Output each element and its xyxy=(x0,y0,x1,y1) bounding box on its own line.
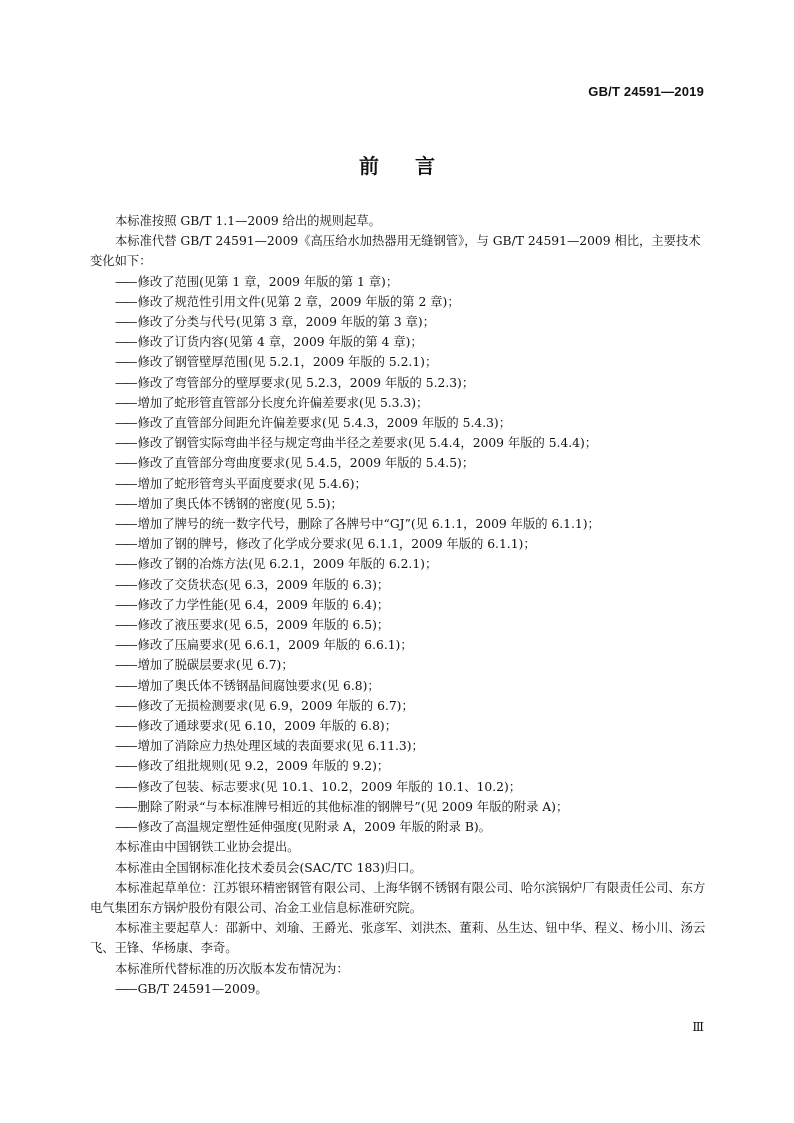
page-title: 前言 xyxy=(359,154,471,178)
change-item: —— 增加了消除应力热处理区域的表面要求(见 6.11.3)； xyxy=(90,736,706,756)
change-item: —— 增加了蛇形管直管部分长度允许偏差要求(见 5.3.3)； xyxy=(90,393,706,413)
change-item: —— 修改了分类与代号(见第 3 章，2009 年版的第 3 章)； xyxy=(90,312,706,332)
history-item: —— GB/T 24591—2009。 xyxy=(90,979,706,999)
change-item: —— 增加了牌号的统一数字代号，删除了各牌号中“GJ”(见 6.1.1，2009 年版的 6.1.1)； xyxy=(90,514,706,534)
standard-code: GB/T 24591—2019 xyxy=(588,84,704,99)
change-item: —— 修改了直管部分间距允许偏差要求(见 5.4.3，2009 年版的 5.4.3)； xyxy=(90,413,706,433)
outro-paragraph: 本标准由全国钢标准化技术委员会(SAC/TC 183)归口。 xyxy=(115,860,422,875)
drafting-units-paragraph: 本标准起草单位：江苏银环精密钢管有限公司、上海华钢不锈钢有限公司、哈尔滨锅炉厂有限责任公司、东方电气集团东方锅炉股份有限公司、冶金工业信息标准研究院。 xyxy=(90,880,706,915)
drafters-paragraph: 本标准主要起草人：邵新中、刘瑜、王爵光、张彦军、刘洪杰、董莉、丛生达、钮中华、程义、杨小川、汤云飞、王锋、华杨康、李奇。 xyxy=(90,921,706,956)
change-item: —— 修改了直管部分弯曲度要求(见 5.4.5，2009 年版的 5.4.5)； xyxy=(90,453,706,473)
change-item: —— 修改了钢管实际弯曲半径与规定弯曲半径之差要求(见 5.4.4，2009 年版的 5.4.4)； xyxy=(90,433,706,453)
outro-paragraph: 本标准由中国钢铁工业协会提出。 xyxy=(115,840,300,855)
intro-paragraph: 本标准按照 GB/T 1.1—2009 给出的规则起草。 xyxy=(115,214,381,228)
change-item: —— 增加了奥氏体不锈钢的密度(见 5.5)； xyxy=(90,494,706,514)
change-item: —— 修改了通球要求(见 6.10，2009 年版的 6.8)； xyxy=(90,716,706,736)
change-item: —— 修改了交货状态(见 6.3，2009 年版的 6.3)； xyxy=(90,575,706,595)
change-item: —— 修改了钢管壁厚范围(见 5.2.1，2009 年版的 5.2.1)； xyxy=(90,352,706,372)
change-item: —— 删除了附录“与本标准牌号相近的其他标准的钢牌号”(见 2009 年版的附录 A)； xyxy=(90,797,706,817)
change-item: —— 修改了无损检测要求(见 6.9，2009 年版的 6.7)； xyxy=(90,696,706,716)
change-item: —— 增加了脱碳层要求(见 6.7)； xyxy=(90,655,706,675)
technical-changes-list xyxy=(90,272,706,838)
change-item: —— 修改了组批规则(见 9.2，2009 年版的 9.2)； xyxy=(90,756,706,776)
change-item: —— 增加了钢的牌号，修改了化学成分要求(见 6.1.1，2009 年版的 6.1.1)； xyxy=(90,534,706,554)
change-item: —— 修改了包装、标志要求(见 10.1、10.2，2009 年版的 10.1、10.2)； xyxy=(90,777,706,797)
change-item: —— 增加了奥氏体不锈钢晶间腐蚀要求(见 6.8)； xyxy=(90,676,706,696)
change-item: —— 修改了订货内容(见第 4 章，2009 年版的第 4 章)； xyxy=(90,332,706,352)
change-item: —— 修改了力学性能(见 6.4，2009 年版的 6.4)； xyxy=(90,595,706,615)
page-number: Ⅲ xyxy=(692,1020,704,1034)
outro-paragraph: 本标准所代替标准的历次版本发布情况为： xyxy=(115,961,349,976)
change-item: —— 修改了高温规定塑性延伸强度(见附录 A，2009 年版的附录 B)。 xyxy=(90,817,706,837)
change-item: —— 修改了液压要求(见 6.5，2009 年版的 6.5)； xyxy=(90,615,706,635)
change-item: —— 修改了范围(见第 1 章，2009 年版的第 1 章)； xyxy=(90,272,706,292)
change-item: —— 修改了规范性引用文件(见第 2 章，2009 年版的第 2 章)； xyxy=(90,292,706,312)
change-item: —— 修改了压扁要求(见 6.6.1，2009 年版的 6.6.1)； xyxy=(90,635,706,655)
history-list xyxy=(90,979,706,999)
intro-paragraph: 本标准代替 GB/T 24591—2009《高压给水加热器用无缝钢管》，与 GB/T 24591—2009 相比，主要技术变化如下： xyxy=(90,234,701,269)
change-item: —— 修改了钢的冶炼方法(见 6.2.1，2009 年版的 6.2.1)； xyxy=(90,554,706,574)
foreword-body xyxy=(90,211,706,999)
change-item: —— 修改了弯管部分的壁厚要求(见 5.2.3，2009 年版的 5.2.3)； xyxy=(90,373,706,393)
change-item: —— 增加了蛇形管弯头平面度要求(见 5.4.6)； xyxy=(90,474,706,494)
